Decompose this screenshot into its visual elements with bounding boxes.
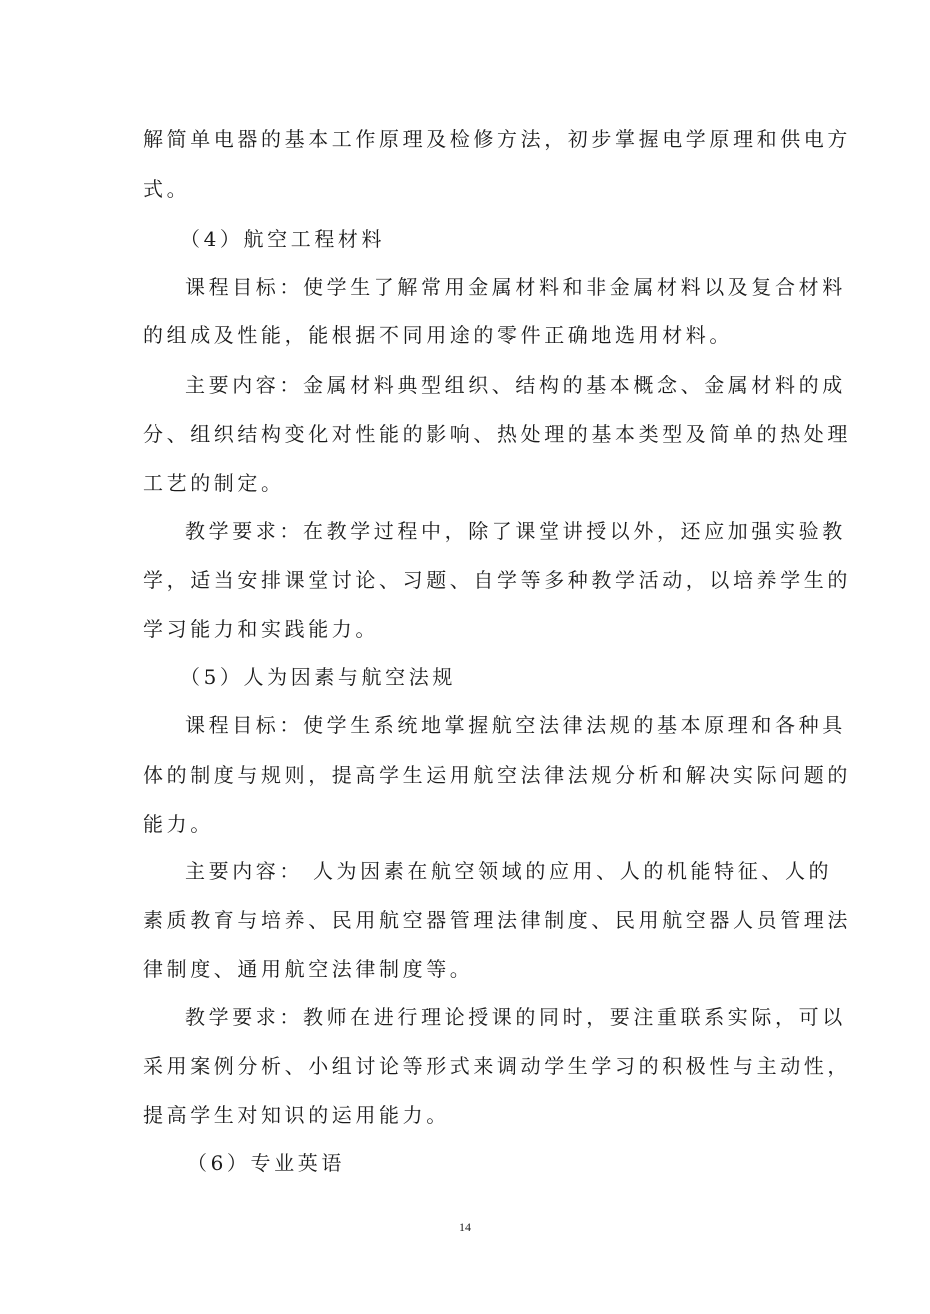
body-text-line: 工艺的制定。 bbox=[143, 471, 285, 495]
section-heading-6: （6）专业英语 bbox=[187, 1151, 345, 1175]
body-text-line: 提高学生对知识的运用能力。 bbox=[143, 1103, 450, 1127]
body-text-line: 解简单电器的基本工作原理及检修方法，初步掌握电学原理和供电方 bbox=[143, 127, 851, 151]
body-text-line: 体的制度与规则，提高学生运用航空法律法规分析和解决实际问题的 bbox=[143, 763, 851, 787]
body-text-line: 主要内容：金属材料典型组织、结构的基本概念、金属材料的成 bbox=[185, 373, 846, 397]
body-text-line: 律制度、通用航空法律制度等。 bbox=[143, 957, 474, 981]
page-number: 14 bbox=[459, 1220, 471, 1234]
body-text-line: 教学要求：在教学过程中，除了课堂讲授以外，还应加强实验教 bbox=[185, 519, 846, 543]
body-text-line: 的组成及性能，能根据不同用途的零件正确地选用材料。 bbox=[143, 323, 733, 347]
section-heading-5: （5）人为因素与航空法规 bbox=[180, 665, 456, 689]
body-text-line: 素质教育与培养、民用航空器管理法律制度、民用航空器人员管理法 bbox=[143, 908, 851, 932]
body-text-line: 分、组织结构变化对性能的影响、热处理的基本类型及简单的热处理 bbox=[143, 422, 851, 446]
section-heading-4: （4）航空工程材料 bbox=[180, 227, 386, 251]
body-text-line: 教学要求：教师在进行理论授课的同时，要注重联系实际，可以 bbox=[185, 1005, 846, 1029]
body-text-line: 学，适当安排课堂讨论、习题、自学等多种教学活动，以培养学生的 bbox=[143, 568, 851, 592]
body-text-line: 主要内容： 人为因素在航空领域的应用、人的机能特征、人的 bbox=[185, 859, 833, 883]
body-text-line: 学习能力和实践能力。 bbox=[143, 617, 379, 641]
body-text-line: 课程目标：使学生系统地掌握航空法律法规的基本原理和各种具 bbox=[185, 713, 846, 737]
body-text-line: 式。 bbox=[143, 177, 191, 201]
body-text-line: 采用案例分析、小组讨论等形式来调动学生学习的积极性与主动性， bbox=[143, 1054, 851, 1078]
body-text-line: 能力。 bbox=[143, 812, 214, 836]
body-text-line: 课程目标：使学生了解常用金属材料和非金属材料以及复合材料 bbox=[185, 275, 846, 299]
